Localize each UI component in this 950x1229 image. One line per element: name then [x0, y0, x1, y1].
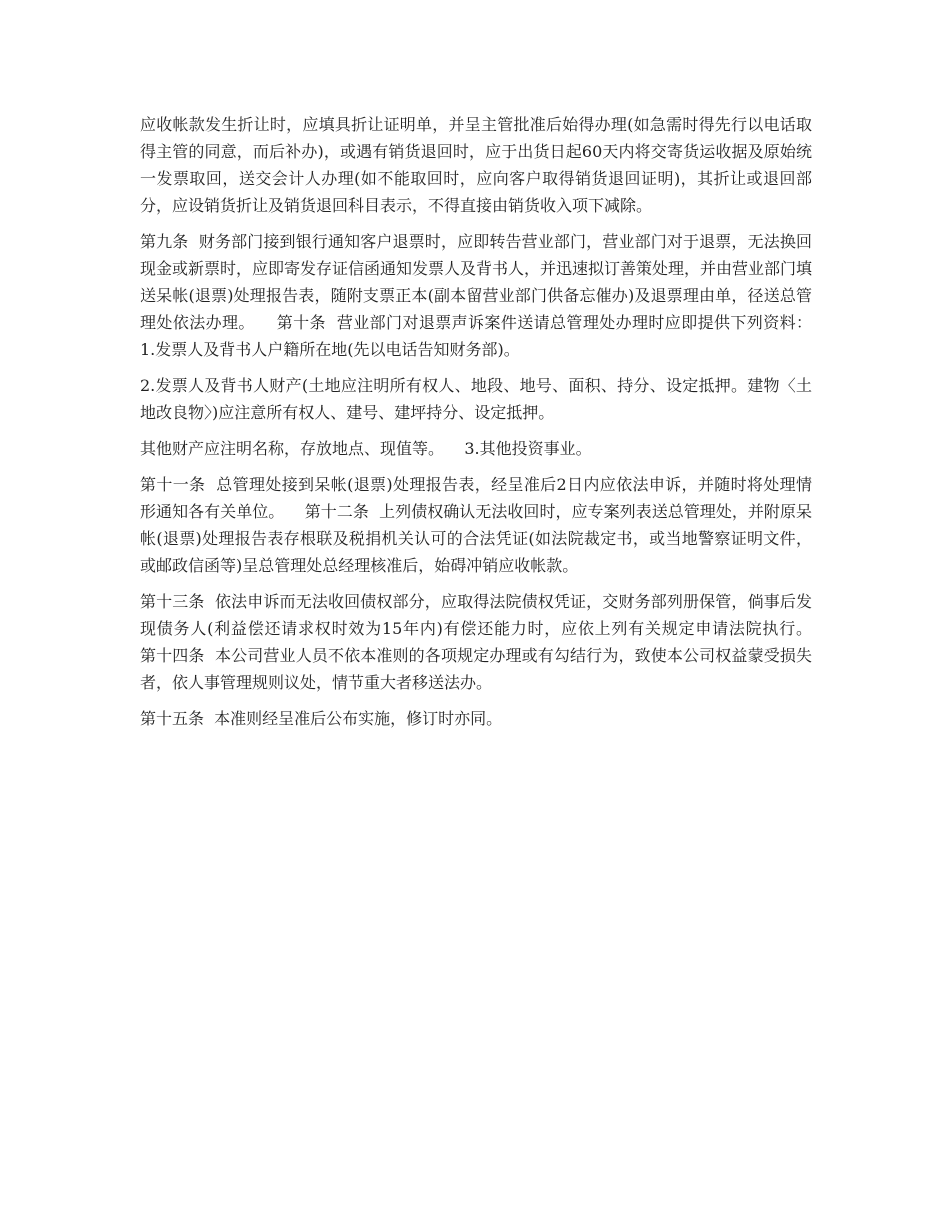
paragraph-discount-returns: 应收帐款发生折让时，应填具折让证明单，并呈主管批准后始得办理(如急需时得先行以电话取得主管的同意，而后补办)，或遇有销货退回时，应于出货日起60天内将交寄货运收据及原始统一发票取回，送交会计人办理(如不能取回时，应向客户取得销货退回证明)，其折让或退回部分，应设销货折让及销货退回科目表示，不得直接由销货收入项下减除。 — [140, 115, 812, 215]
paragraph-other-property: 其他财产应注明名称，存放地点、现值等。 3.其他投资事业。 — [140, 439, 592, 458]
paragraph-article-15: 第十五条 本准则经呈准后公布实施，修订时亦同。 — [140, 709, 503, 728]
document-body — [140, 111, 833, 741]
paragraph-property-info: 2.发票人及背书人财产(土地应注明所有权人、地段、地号、面积、持分、设定抵押。建物〈土地改良物〉)应注意所有权人、建号、建坪持分、设定抵押。 — [140, 376, 812, 422]
paragraph-article-9-10: 第九条 财务部门接到银行通知客户退票时，应即转告营业部门，营业部门对于退票，无法换回现金或新票时，应即寄发存证信函通知发票人及背书人，并迅速拟订善策处理，并由营业部门填送呆帐(退票)处理报告表，随附支票正本(副本留营业部门供备忘催办)及退票理由单，径送总管理处依法办理。 第十条 营业部门对退票声诉案件送请总管理处办理时应即提供下列资料： 1.发票人及背书人户籍所在地(先以电话告知财务部)。 — [140, 232, 833, 359]
paragraph-article-13-14: 第十三条 依法申诉而无法收回债权部分，应取得法院债权凭证，交财务部列册保管，倘事后发现债务人(利益偿还请求权时效为15年内)有偿还能力时，应依上列有关规定申请法院执行。 第十四条 本公司营业人员不依本准则的各项规定办理或有勾结行为，致使本公司权益蒙受损失者，依人事管理规则议处，情节重大者移送法办。 — [140, 592, 833, 692]
paragraph-article-11-12: 第十一条 总管理处接到呆帐(退票)处理报告表，经呈准后2日内应依法申诉，并随时将处理情形通知各有关单位。 第十二条 上列债权确认无法收回时，应专案列表送总管理处，并附原呆帐(退票)处理报告表存根联及税捐机关认可的合法凭证(如法院裁定书，或当地警察证明文件，或邮政信函等)呈总管理处总经理核准后，始碍冲销应收帐款。 — [140, 475, 812, 575]
